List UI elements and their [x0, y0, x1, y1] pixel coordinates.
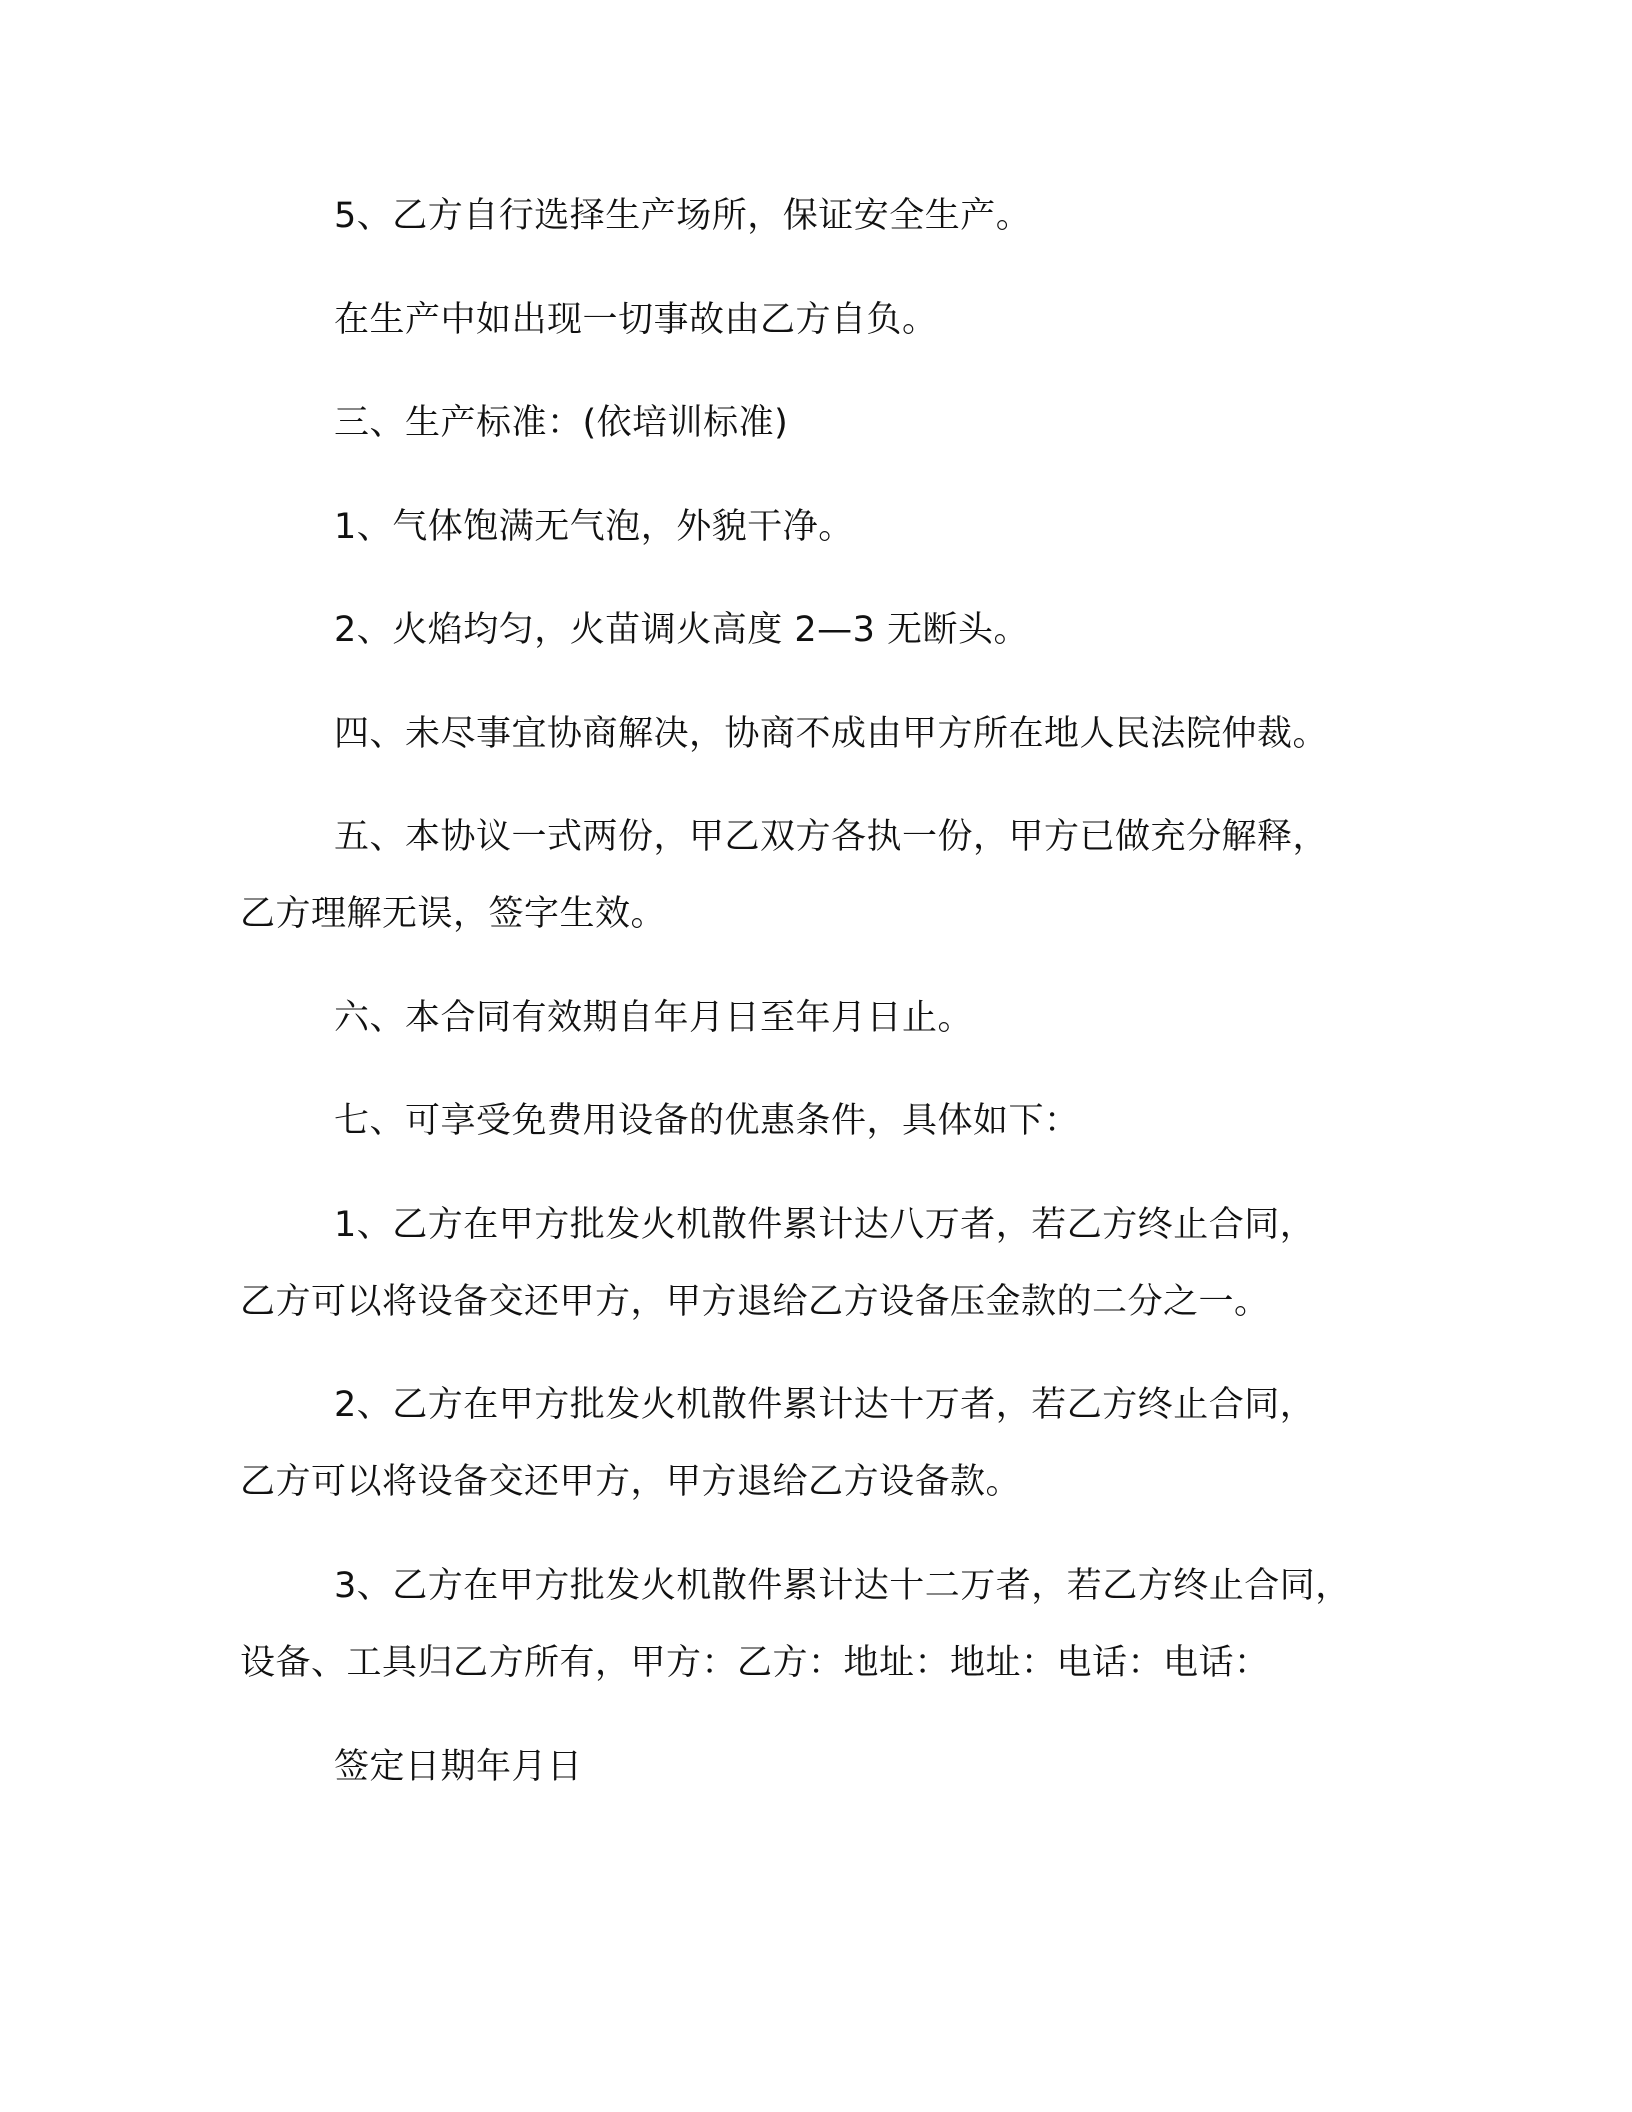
paragraph-accident-responsibility — [240, 282, 1494, 359]
paragraph-section-5-copies — [240, 799, 1400, 953]
paragraph-section-6-validity — [240, 980, 1494, 1057]
paragraph-line: 2、火焰均匀，火苗调火高度 2—3 无断头。 — [334, 610, 1030, 650]
paragraph-signing-date — [240, 1729, 1494, 1806]
paragraph-standard-1 — [240, 489, 1494, 566]
paragraph-line: 乙方可以将设备交还甲方，甲方退给乙方设备压金款的二分之一。 — [240, 1282, 1270, 1322]
paragraph-line: 3、乙方在甲方批发火机散件累计达十二万者，若乙方终止合同， — [334, 1566, 1351, 1606]
paragraph-section-4-disputes — [240, 696, 1494, 773]
paragraph-item-5-production-site — [240, 178, 1494, 255]
paragraph-line: 签定日期年月日 — [334, 1747, 583, 1787]
paragraph-line: 乙方可以将设备交还甲方，甲方退给乙方设备款。 — [240, 1462, 1022, 1502]
paragraph-line: 1、气体饱满无气泡，外貌干净。 — [334, 507, 854, 547]
paragraph-line: 设备、工具归乙方所有，甲方：乙方：地址：地址：电话：电话： — [240, 1643, 1270, 1683]
paragraph-condition-2 — [240, 1367, 1400, 1521]
paragraph-line: 在生产中如出现一切事故由乙方自负。 — [334, 300, 938, 340]
paragraph-condition-3 — [240, 1548, 1400, 1702]
paragraph-section-7-conditions — [240, 1083, 1494, 1160]
paragraph-line: 六、本合同有效期自年月日至年月日止。 — [334, 998, 974, 1038]
paragraph-line: 七、可享受免费用设备的优惠条件，具体如下： — [334, 1101, 1080, 1141]
paragraph-line: 5、乙方自行选择生产场所，保证安全生产。 — [334, 196, 1032, 236]
paragraph-line: 1、乙方在甲方批发火机散件累计达八万者，若乙方终止合同， — [334, 1205, 1316, 1245]
paragraph-line: 2、乙方在甲方批发火机散件累计达十万者，若乙方终止合同， — [334, 1385, 1316, 1425]
paragraph-line: 三、生产标准：(依培训标准) — [334, 403, 789, 443]
paragraph-standard-2 — [240, 592, 1494, 669]
paragraph-condition-1 — [240, 1187, 1400, 1341]
paragraph-line: 四、未尽事宜协商解决，协商不成由甲方所在地人民法院仲裁。 — [334, 714, 1329, 754]
paragraph-line: 五、本协议一式两份，甲乙双方各执一份，甲方已做充分解释， — [334, 817, 1329, 857]
section-heading-production-standard — [240, 385, 1494, 462]
paragraph-line: 乙方理解无误，签字生效。 — [240, 894, 667, 934]
